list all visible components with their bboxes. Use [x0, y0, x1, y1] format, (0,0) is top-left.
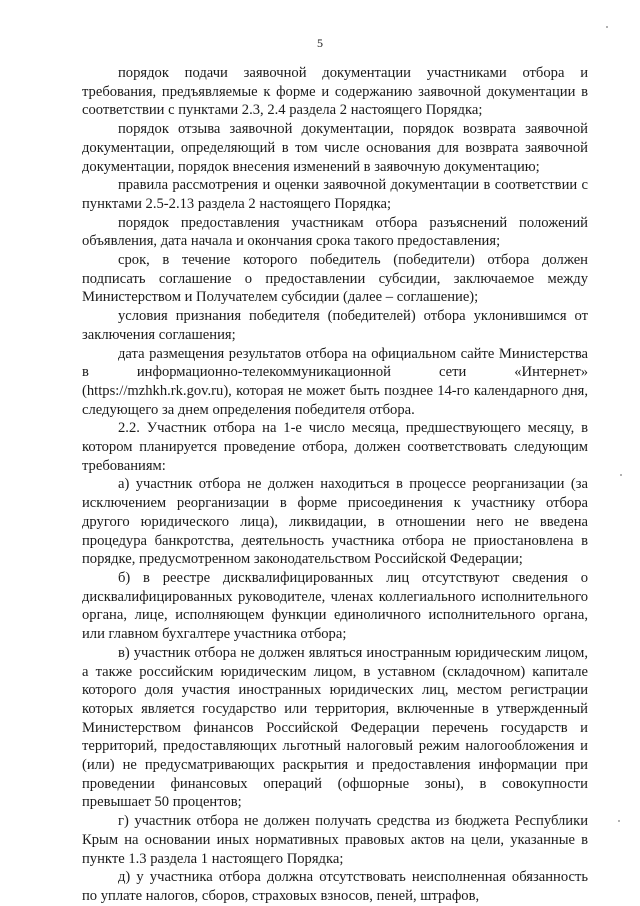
paragraph-signing-deadline: срок, в течение которого победитель (победители) отбора должен подписать соглашение о предоставлении субсидии, заключаемое между Министерством и Получателем субсидии (далее – соглашение);	[82, 252, 588, 306]
paragraph-section-2-2: 2.2. Участник отбора на 1-е число месяца, предшествующего месяцу, в котором планируется проведение отбора, должен соответствовать следующим требованиям:	[82, 420, 588, 474]
paragraph-results-publication: дата размещения результатов отбора на официальном сайте Министерства в информационно-телекоммуникационной сети «Интернет» (https://mzhkh.rk.gov.ru), которая не может быть позднее 14-го календарного дня, следующего за днем определения победителя отбора.	[82, 345, 588, 418]
document-body	[82, 64, 588, 906]
paragraph-requirement-a: а) участник отбора не должен находиться в процессе реорганизации (за исключением реорганизации в форме присоединения к участнику отбора другого юридического лица), ликвидации, в отношении него не введена процедура банкротства, деятельность участника отбора не приостановлена в порядке, предусмотренном законодательством Российской Федерации;	[82, 476, 588, 568]
paragraph-requirement-g: г) участник отбора не должен получать средства из бюджета Республики Крым на основании иных нормативных правовых актов на цели, указанные в пункте 1.3 раздела 1 настоящего Порядка;	[82, 813, 588, 867]
paragraph-clarifications: порядок предоставления участникам отбора разъяснений положений объявления, дата начала и окончания срока такого предоставления;	[82, 214, 588, 250]
scan-speck	[618, 820, 620, 822]
paragraph-application-submission: порядок подачи заявочной документации участниками отбора и требования, предъявляемые к форме и содержанию заявочной документации в соответствии с пунктами 2.3, 2.4 раздела 2 настоящего Порядка;	[82, 65, 588, 119]
paragraph-review-rules: правила рассмотрения и оценки заявочной документации в соответствии с пунктами 2.5-2.13 раздела 2 настоящего Порядка;	[82, 177, 588, 212]
paragraph-requirement-b: б) в реестре дисквалифицированных лиц отсутствуют сведения о дисквалифицированных руководителе, членах коллегиального исполнительного органа, лице, исполняющем функции единоличного исполнительного органа, или главном бухгалтере участника отбора;	[82, 569, 588, 643]
page-number: 5	[317, 36, 323, 50]
paragraph-requirement-v: в) участник отбора не должен являться иностранным юридическим лицом, а также российским юридическим лицом, в уставном (складочном) капитале которого доля участия иностранных юридических лиц, местом регистрации которых является государство или территория, включенные в утвержденный Министерством финансов Российской Федерации перечень государств и территорий, предоставляющих льготный налоговый режим налогообложения и (или) не предусматривающих раскрытия и предоставления информации при проведении финансовых операций (офшорные зоны), в совокупности превышает 50 процентов;	[82, 644, 588, 811]
scan-speck	[620, 474, 622, 476]
paragraph-application-withdrawal: порядок отзыва заявочной документации, порядок возврата заявочной документации, определяющий в том числе основания для возврата заявочной документации, порядок внесения изменений в заявочную документацию;	[82, 121, 588, 175]
scan-speck	[606, 26, 608, 28]
paragraph-requirement-d: д) у участника отбора должна отсутствовать неисполненная обязанность по уплате налогов, сборов, страховых взносов, пеней, штрафов,	[82, 869, 588, 904]
paragraph-evasion-conditions: условия признания победителя (победителей) отбора уклонившимся от заключения соглашения;	[82, 308, 588, 343]
